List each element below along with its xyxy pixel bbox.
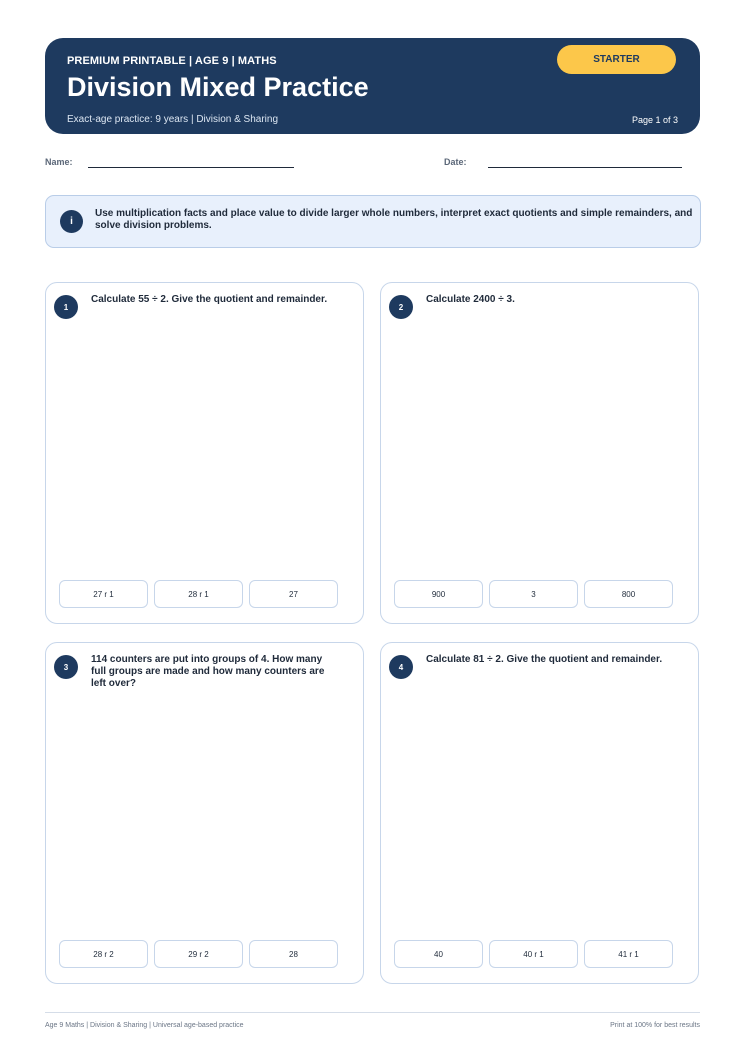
answer-options — [394, 940, 673, 968]
header-subtitle: Exact-age practice: 9 years | Division & Sharing — [67, 114, 279, 125]
footer-divider — [45, 1012, 700, 1013]
page-title: Division Mixed Practice — [67, 72, 369, 102]
footer-left-text: Age 9 Maths | Division & Sharing | Universal age-based practice — [45, 1022, 244, 1029]
answer-option[interactable]: 900 — [394, 580, 483, 608]
answer-option[interactable]: 40 — [394, 940, 483, 968]
answer-option[interactable]: 800 — [584, 580, 673, 608]
name-label: Name: — [45, 157, 73, 167]
question-text: 114 counters are put into groups of 4. How many full groups are made and how many counters are left over? — [91, 654, 325, 689]
question-number: 4 — [389, 655, 413, 679]
answer-option[interactable]: 40 r 1 — [489, 940, 578, 968]
question-text: Calculate 2400 ÷ 3. — [426, 294, 515, 305]
answer-option[interactable]: 28 r 1 — [154, 580, 243, 608]
answer-option[interactable]: 28 — [249, 940, 338, 968]
info-icon: i — [60, 210, 83, 233]
name-field[interactable] — [88, 167, 294, 168]
question-text: Calculate 81 ÷ 2. Give the quotient and remainder. — [426, 654, 663, 665]
date-field[interactable] — [488, 167, 682, 168]
answer-option[interactable]: 27 r 1 — [59, 580, 148, 608]
answer-option[interactable]: 29 r 2 — [154, 940, 243, 968]
question-card-1 — [45, 282, 364, 624]
question-number: 1 — [54, 295, 78, 319]
answer-option[interactable]: 27 — [249, 580, 338, 608]
date-label: Date: — [444, 157, 467, 167]
answer-options — [394, 580, 673, 608]
question-text: Calculate 55 ÷ 2. Give the quotient and remainder. — [91, 294, 328, 305]
info-banner — [45, 195, 701, 248]
answer-option[interactable]: 41 r 1 — [584, 940, 673, 968]
answer-option[interactable]: 28 r 2 — [59, 940, 148, 968]
answer-options — [59, 940, 338, 968]
level-badge: STARTER — [557, 45, 676, 74]
worksheet-header — [45, 38, 700, 134]
question-number: 2 — [389, 295, 413, 319]
question-card-3 — [45, 642, 364, 984]
info-text: Use multiplication facts and place value to divide larger whole numbers, interpret exact quotients and simple remainders, and solve division problems. — [95, 208, 693, 231]
question-card-4 — [380, 642, 699, 984]
answer-option[interactable]: 3 — [489, 580, 578, 608]
page-number: Page 1 of 3 — [631, 115, 678, 125]
footer-right-text: Print at 100% for best results — [610, 1022, 700, 1029]
answer-options — [59, 580, 338, 608]
question-card-2 — [380, 282, 699, 624]
header-kicker: PREMIUM PRINTABLE | AGE 9 | MATHS — [67, 55, 277, 67]
question-number: 3 — [54, 655, 78, 679]
